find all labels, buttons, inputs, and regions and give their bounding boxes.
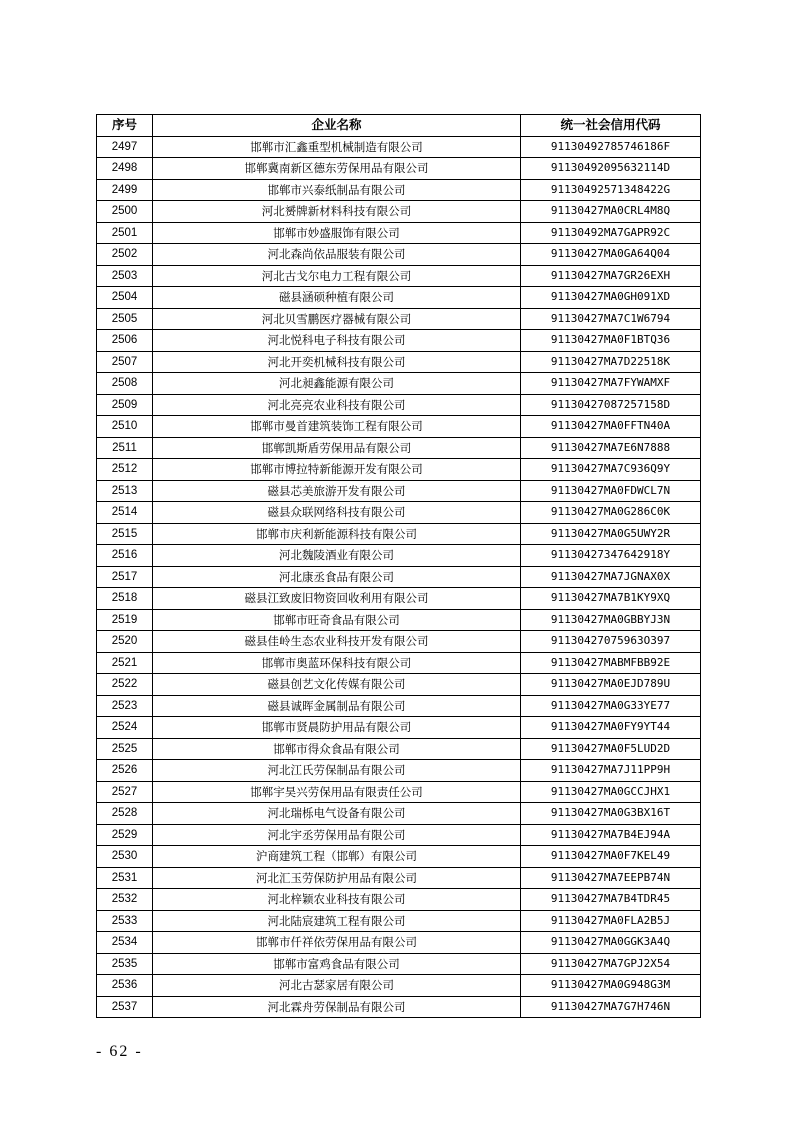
table-row bbox=[97, 631, 701, 653]
cell-credit-code: 91130427MA7G7H746N bbox=[521, 996, 701, 1018]
cell-credit-code: 91130427MA0GGK3A4Q bbox=[521, 932, 701, 954]
table-row bbox=[97, 932, 701, 954]
cell-company-name: 邯郸市博拉特新能源开发有限公司 bbox=[153, 459, 521, 481]
cell-serial-number: 2498 bbox=[97, 158, 153, 180]
cell-credit-code: 91130427MA7E6N7888 bbox=[521, 437, 701, 459]
table-row bbox=[97, 738, 701, 760]
table-row bbox=[97, 846, 701, 868]
cell-serial-number: 2499 bbox=[97, 179, 153, 201]
cell-serial-number: 2511 bbox=[97, 437, 153, 459]
cell-company-name: 河北赟牌新材料科技有限公司 bbox=[153, 201, 521, 223]
cell-company-name: 河北宇丞劳保用品有限公司 bbox=[153, 824, 521, 846]
cell-company-name: 河北森尚依品服装有限公司 bbox=[153, 244, 521, 266]
cell-company-name: 邯郸市奥蓝环保科技有限公司 bbox=[153, 652, 521, 674]
table-row bbox=[97, 201, 701, 223]
table-row bbox=[97, 781, 701, 803]
cell-serial-number: 2515 bbox=[97, 523, 153, 545]
table-row bbox=[97, 480, 701, 502]
cell-credit-code: 91130427MA7GPJ2X54 bbox=[521, 953, 701, 975]
table-row bbox=[97, 695, 701, 717]
table-row bbox=[97, 717, 701, 739]
cell-serial-number: 2517 bbox=[97, 566, 153, 588]
cell-credit-code: 91130427MA0F5LUD2D bbox=[521, 738, 701, 760]
cell-serial-number: 2535 bbox=[97, 953, 153, 975]
table-row bbox=[97, 222, 701, 244]
cell-credit-code: 91130427MA0GA64Q04 bbox=[521, 244, 701, 266]
cell-credit-code: 91130427MA0FLA2B5J bbox=[521, 910, 701, 932]
cell-credit-code: 91130492571348422G bbox=[521, 179, 701, 201]
cell-company-name: 河北昶鑫能源有限公司 bbox=[153, 373, 521, 395]
table-header-row bbox=[97, 115, 701, 137]
cell-credit-code: 91130427MA7FYWAMXF bbox=[521, 373, 701, 395]
cell-credit-code: 91130427MA0EJD789U bbox=[521, 674, 701, 696]
cell-credit-code: 91130427MA0F7KEL49 bbox=[521, 846, 701, 868]
table-row bbox=[97, 502, 701, 524]
cell-credit-code: 91130427MA0G286C0K bbox=[521, 502, 701, 524]
cell-serial-number: 2509 bbox=[97, 394, 153, 416]
cell-serial-number: 2537 bbox=[97, 996, 153, 1018]
cell-serial-number: 2518 bbox=[97, 588, 153, 610]
cell-company-name: 河北悦科电子科技有限公司 bbox=[153, 330, 521, 352]
cell-company-name: 河北江氏劳保制品有限公司 bbox=[153, 760, 521, 782]
cell-credit-code: 91130427MA0G33YE77 bbox=[521, 695, 701, 717]
cell-company-name: 邯郸市旺奇食品有限公司 bbox=[153, 609, 521, 631]
cell-credit-code: 91130427MA7B4TDR45 bbox=[521, 889, 701, 911]
cell-company-name: 河北古戈尔电力工程有限公司 bbox=[153, 265, 521, 287]
cell-company-name: 河北魏陵酒业有限公司 bbox=[153, 545, 521, 567]
cell-serial-number: 2521 bbox=[97, 652, 153, 674]
cell-credit-code: 91130427MA7JGNAX0X bbox=[521, 566, 701, 588]
cell-serial-number: 2503 bbox=[97, 265, 153, 287]
page-number: - 62 - bbox=[96, 1043, 143, 1060]
cell-company-name: 邯郸市曼首建筑装饰工程有限公司 bbox=[153, 416, 521, 438]
table-row bbox=[97, 566, 701, 588]
cell-credit-code: 91130427MA7EEPB74N bbox=[521, 867, 701, 889]
cell-credit-code: 91130492785746186F bbox=[521, 136, 701, 158]
cell-serial-number: 2529 bbox=[97, 824, 153, 846]
cell-serial-number: 2527 bbox=[97, 781, 153, 803]
table-row bbox=[97, 867, 701, 889]
cell-serial-number: 2502 bbox=[97, 244, 153, 266]
cell-credit-code: 91130427MA0G5UWY2R bbox=[521, 523, 701, 545]
table-row bbox=[97, 265, 701, 287]
cell-company-name: 磁县江致废旧物资回收利用有限公司 bbox=[153, 588, 521, 610]
cell-company-name: 邯郸凯斯盾劳保用品有限公司 bbox=[153, 437, 521, 459]
cell-company-name: 河北古瑟家居有限公司 bbox=[153, 975, 521, 997]
table-row bbox=[97, 330, 701, 352]
cell-serial-number: 2531 bbox=[97, 867, 153, 889]
table-row bbox=[97, 244, 701, 266]
cell-serial-number: 2507 bbox=[97, 351, 153, 373]
table-row bbox=[97, 179, 701, 201]
cell-credit-code: 91130427MA0FY9YT44 bbox=[521, 717, 701, 739]
table-row bbox=[97, 824, 701, 846]
cell-credit-code: 91130427MA0F1BTQ36 bbox=[521, 330, 701, 352]
cell-credit-code: 91130427MA0G948G3M bbox=[521, 975, 701, 997]
cell-serial-number: 2532 bbox=[97, 889, 153, 911]
cell-credit-code: 91130427087257158D bbox=[521, 394, 701, 416]
cell-company-name: 河北康丞食品有限公司 bbox=[153, 566, 521, 588]
cell-serial-number: 2526 bbox=[97, 760, 153, 782]
company-table bbox=[96, 114, 701, 1018]
cell-company-name: 河北陆宸建筑工程有限公司 bbox=[153, 910, 521, 932]
table-row bbox=[97, 523, 701, 545]
table-row bbox=[97, 975, 701, 997]
cell-serial-number: 2525 bbox=[97, 738, 153, 760]
cell-credit-code: 91130427MA0G3BX16T bbox=[521, 803, 701, 825]
cell-company-name: 沪商建筑工程（邯郸）有限公司 bbox=[153, 846, 521, 868]
cell-serial-number: 2534 bbox=[97, 932, 153, 954]
cell-serial-number: 2530 bbox=[97, 846, 153, 868]
cell-company-name: 磁县芯美旅游开发有限公司 bbox=[153, 480, 521, 502]
cell-serial-number: 2504 bbox=[97, 287, 153, 309]
cell-credit-code: 91130427075963O397 bbox=[521, 631, 701, 653]
table-row bbox=[97, 910, 701, 932]
table-row bbox=[97, 308, 701, 330]
table-row bbox=[97, 996, 701, 1018]
table-row bbox=[97, 674, 701, 696]
cell-serial-number: 2520 bbox=[97, 631, 153, 653]
table-row bbox=[97, 373, 701, 395]
cell-company-name: 磁县众联网络科技有限公司 bbox=[153, 502, 521, 524]
cell-serial-number: 2513 bbox=[97, 480, 153, 502]
cell-credit-code: 91130492095632114D bbox=[521, 158, 701, 180]
table-row bbox=[97, 588, 701, 610]
table-row bbox=[97, 136, 701, 158]
table-row bbox=[97, 416, 701, 438]
table-row bbox=[97, 545, 701, 567]
cell-serial-number: 2536 bbox=[97, 975, 153, 997]
cell-company-name: 河北开奕机械科技有限公司 bbox=[153, 351, 521, 373]
cell-company-name: 磁县佳岭生态农业科技开发有限公司 bbox=[153, 631, 521, 653]
table-row bbox=[97, 889, 701, 911]
cell-company-name: 邯郸市仟祥依劳保用品有限公司 bbox=[153, 932, 521, 954]
table-row bbox=[97, 803, 701, 825]
cell-credit-code: 91130427MA7B4EJ94A bbox=[521, 824, 701, 846]
cell-credit-code: 91130492MA7GAPR92C bbox=[521, 222, 701, 244]
cell-company-name: 邯郸市庆利新能源科技有限公司 bbox=[153, 523, 521, 545]
table-row bbox=[97, 652, 701, 674]
cell-company-name: 磁县创艺文化传媒有限公司 bbox=[153, 674, 521, 696]
cell-serial-number: 2514 bbox=[97, 502, 153, 524]
cell-credit-code: 91130427MA0CRL4M8Q bbox=[521, 201, 701, 223]
header-company-name: 企业名称 bbox=[153, 115, 521, 137]
table-row bbox=[97, 351, 701, 373]
table-body bbox=[97, 136, 701, 1018]
cell-serial-number: 2508 bbox=[97, 373, 153, 395]
cell-serial-number: 2519 bbox=[97, 609, 153, 631]
cell-credit-code: 91130427MA0GH091XD bbox=[521, 287, 701, 309]
header-credit-code: 统一社会信用代码 bbox=[521, 115, 701, 137]
cell-company-name: 邯郸宇昊兴劳保用品有限责任公司 bbox=[153, 781, 521, 803]
table-row bbox=[97, 953, 701, 975]
cell-credit-code: 91130427MA0FDWCL7N bbox=[521, 480, 701, 502]
cell-credit-code: 91130427MA7C936Q9Y bbox=[521, 459, 701, 481]
cell-credit-code: 91130427MA7D22518K bbox=[521, 351, 701, 373]
cell-company-name: 邯郸市富鸡食品有限公司 bbox=[153, 953, 521, 975]
table-row bbox=[97, 158, 701, 180]
cell-company-name: 邯郸市贤晨防护用品有限公司 bbox=[153, 717, 521, 739]
cell-company-name: 河北贝雪鹏医疗器械有限公司 bbox=[153, 308, 521, 330]
cell-credit-code: 91130427MA7GR26EXH bbox=[521, 265, 701, 287]
cell-company-name: 河北汇玉劳保防护用品有限公司 bbox=[153, 867, 521, 889]
cell-company-name: 河北梓颖农业科技有限公司 bbox=[153, 889, 521, 911]
cell-serial-number: 2512 bbox=[97, 459, 153, 481]
cell-credit-code: 91130427MA7J11PP9H bbox=[521, 760, 701, 782]
cell-credit-code: 91130427MA7B1KY9XQ bbox=[521, 588, 701, 610]
cell-serial-number: 2516 bbox=[97, 545, 153, 567]
cell-credit-code: 91130427MABMFBB92E bbox=[521, 652, 701, 674]
table-row bbox=[97, 760, 701, 782]
table-row bbox=[97, 609, 701, 631]
cell-serial-number: 2501 bbox=[97, 222, 153, 244]
cell-serial-number: 2500 bbox=[97, 201, 153, 223]
cell-company-name: 邯郸市得众食品有限公司 bbox=[153, 738, 521, 760]
cell-serial-number: 2510 bbox=[97, 416, 153, 438]
table-row bbox=[97, 287, 701, 309]
cell-serial-number: 2505 bbox=[97, 308, 153, 330]
cell-company-name: 河北瑞栎电气设备有限公司 bbox=[153, 803, 521, 825]
cell-serial-number: 2522 bbox=[97, 674, 153, 696]
cell-serial-number: 2523 bbox=[97, 695, 153, 717]
table-row bbox=[97, 394, 701, 416]
cell-company-name: 邯郸冀南新区德东劳保用品有限公司 bbox=[153, 158, 521, 180]
cell-company-name: 河北霖舟劳保制品有限公司 bbox=[153, 996, 521, 1018]
cell-company-name: 磁县涵硕种植有限公司 bbox=[153, 287, 521, 309]
cell-serial-number: 2524 bbox=[97, 717, 153, 739]
cell-credit-code: 91130427MA0GCCJHX1 bbox=[521, 781, 701, 803]
cell-credit-code: 91130427MA7C1W6794 bbox=[521, 308, 701, 330]
cell-credit-code: 91130427MA0FFTN40A bbox=[521, 416, 701, 438]
cell-serial-number: 2506 bbox=[97, 330, 153, 352]
cell-company-name: 磁县诚晖金属制品有限公司 bbox=[153, 695, 521, 717]
cell-company-name: 邯郸市妙盛服饰有限公司 bbox=[153, 222, 521, 244]
cell-serial-number: 2528 bbox=[97, 803, 153, 825]
table-row bbox=[97, 459, 701, 481]
cell-company-name: 邯郸市汇鑫重型机械制造有限公司 bbox=[153, 136, 521, 158]
table-row bbox=[97, 437, 701, 459]
header-serial-number: 序号 bbox=[97, 115, 153, 137]
cell-serial-number: 2533 bbox=[97, 910, 153, 932]
cell-company-name: 河北亮亮农业科技有限公司 bbox=[153, 394, 521, 416]
cell-credit-code: 91130427347642918Y bbox=[521, 545, 701, 567]
cell-serial-number: 2497 bbox=[97, 136, 153, 158]
cell-company-name: 邯郸市兴泰纸制品有限公司 bbox=[153, 179, 521, 201]
cell-credit-code: 91130427MA0GBBYJ3N bbox=[521, 609, 701, 631]
